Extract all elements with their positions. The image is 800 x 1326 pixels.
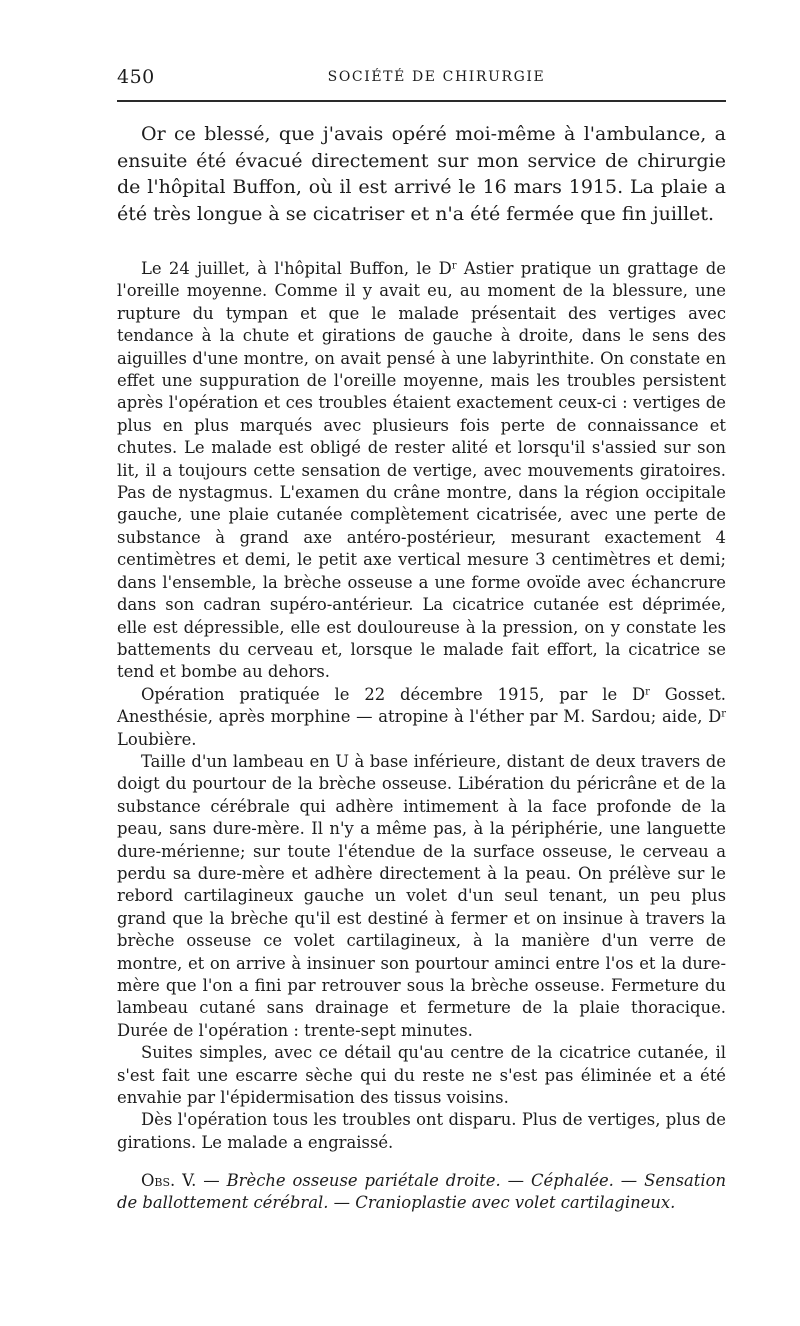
intro-section [117,121,726,227]
superscript: r [721,708,726,720]
page-header [117,66,726,90]
observation-label: Obs. V. [141,1171,197,1190]
paragraph-aftercare: Suites simples, avec ce détail qu'au centre de la cicatrice cutanée, il s'est fait une escarre sèche qui du reste ne s'est pas éliminée et a été envahie par l'épidermisation des tissus voisins. [117,1043,726,1108]
superscript: r [451,260,457,272]
text-run: Opération pratiquée le 22 décembre 1915, par le D [141,684,646,704]
paragraph-history [117,258,726,684]
observation-heading [117,1170,726,1215]
observation-subject: Sensation de ballottement cérébral. [117,1171,727,1213]
running-head: SOCIÉTÉ DE CHIRURGIE [327,69,546,85]
paragraph-operation-date [117,684,726,751]
observation-subject: Brèche osseuse pariétale droite. [226,1171,501,1190]
case-body [117,258,726,1154]
separator: — [196,1171,227,1190]
observation-subject: Cranioplastie avec volet cartilagineux. [355,1193,676,1213]
text-run: Astier pratique un grattage de l'oreille moyenne. Comme il y avait eu, au moment de la blessure, une rupture du tympan et que le malade présentait des vertiges avec tendance à la chute et girations de gauche à droite, dans le sens des aiguilles d'une montre, on avait pensé à une labyrinthite. On constate en effet une suppuration de l'oreille moyenne, mais les troubles persistent après l'opération et ces troubles étaient exactement ceux-ci : vertiges de plus en plus marqués avec plusieurs fois perte de connaissance et chutes. Le malade est obligé de rester alité et lorsqu'il s'assied sur son lit, il a toujours cette sensation de vertige, avec mouvements giratoires. Pas de nystagmus. L'examen du crâne montre, dans la région occipitale gauche, une plaie cutanée complètement cicatrisée, avec une perte de substance à grand axe antéro-postérieur, mesurant exactement 4 centimètres et demi, le petit axe vertical mesure 3 centimètres et demi; dans l'ensemble, la brèche osseuse a une forme ovoïde avec échancrure dans son cadran supéro-antérieur. La cicatrice cutanée est déprimée, elle est dépressible, elle est douloureuse à la pression, on y constate les battements du cerveau et, lorsque le malade fait effort, la cicatrice se tend et bombe au dehors. [117,259,726,682]
paragraph-outcome: Dès l'opération tous les troubles ont disparu. Plus de vertiges, plus de girations. Le malade a engraissé. [117,1110,726,1152]
header-rule [117,100,726,102]
text-run: Le 24 juillet, à l'hôpital Buffon, le D [141,259,452,278]
separator: — [613,1171,645,1190]
separator: — [500,1171,531,1190]
observation-subject: Céphalée. [530,1171,614,1190]
intro-paragraph: Or ce blessé, que j'avais opéré moi-même à l'ambulance, a ensuite été évacué directement sur mon service de chirurgie de l'hôpital Buffon, où il est arrivé le 16 mars 1915. La plaie a été très longue à se cicatriser et n'a été fermée que fin juillet. [117,123,726,225]
page-number: 450 [117,66,155,88]
superscript: r [645,686,650,698]
paragraph-procedure: Taille d'un lambeau en U à base inférieure, distant de deux travers de doigt du pourtour de la brèche osseuse. Libération du péricrâne et de la substance cérébrale qui adhère intimement à la face profonde de la peau, sans dure-mère. Il n'y a même pas, à la périphérie, une languette dure-mérienne; sur toute l'étendue de la surface osseuse, le cerveau a perdu sa dure-mère et adhère directement à la peau. On prélève sur le rebord cartilagineux gauche un volet d'un seul tenant, un peu plus grand que la brèche qu'il est destiné à fermer et on insinue à travers la brèche osseuse ce volet cartilagineux, à la manière d'un verre de montre, et on arrive à insinuer son pourtour aminci entre l'os et la dure-mère que l'on a fini par retrouver sous la brèche osseuse. Fermeture du lambeau cutané sans drainage et fermeture de la plaie thoracique. Durée de l'opération : trente-sept minutes. [117,751,726,1040]
observation-title [117,1170,726,1215]
separator: — [328,1193,356,1213]
text-run: Loubière. [117,729,197,749]
text-run: Gosset. Anesthésie, après morphine — atropine à l'éther par M. Sardou; aide, D [117,684,726,727]
